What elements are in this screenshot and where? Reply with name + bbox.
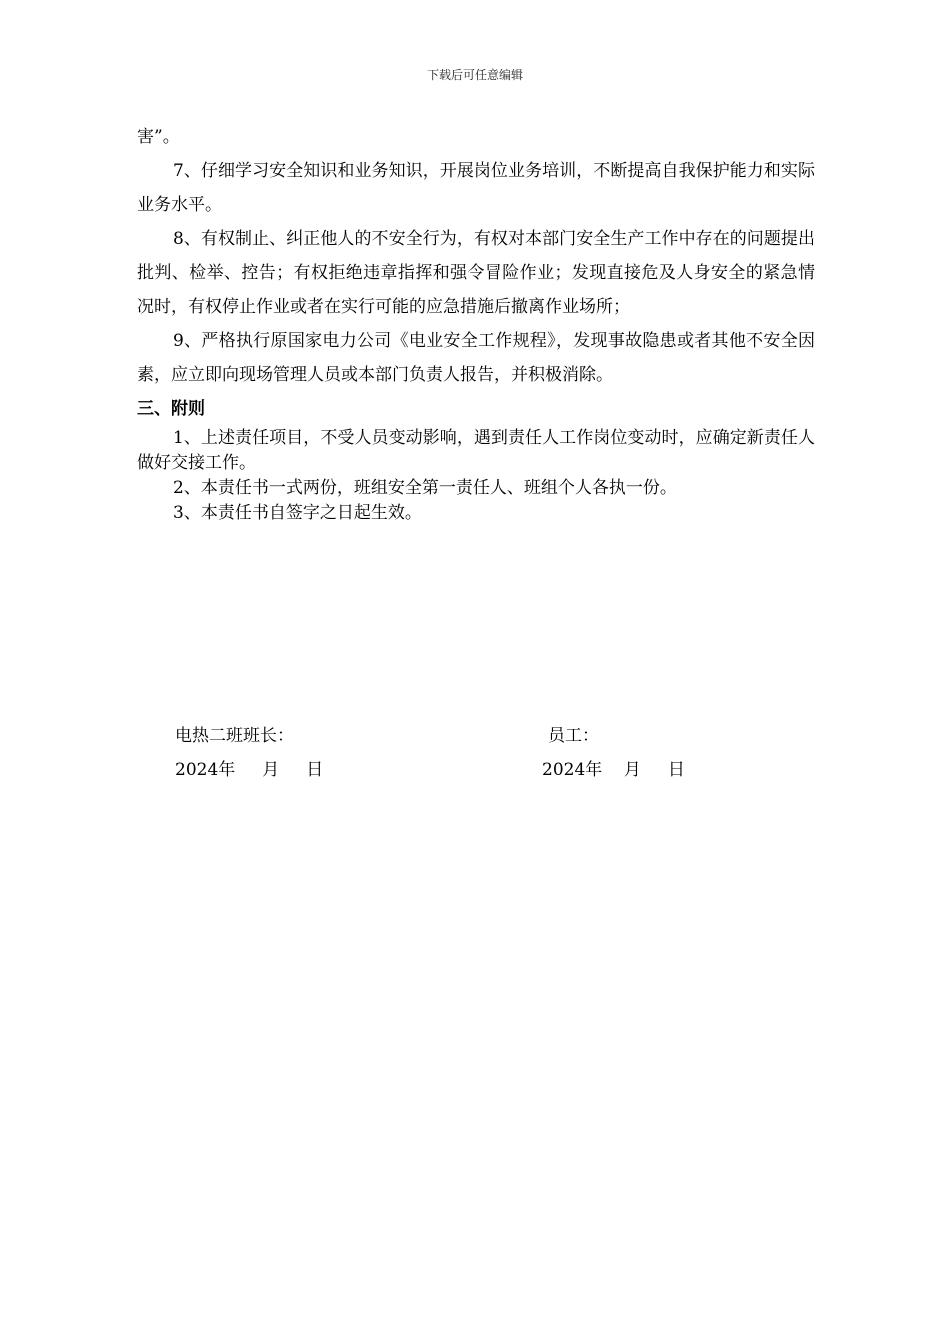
signature-label-leader: 电热二班班长： bbox=[175, 726, 294, 746]
appendix-item-3: 3、本责任书自签字之日起生效。 bbox=[173, 503, 422, 523]
signature-date-employee: 2024年 月 日 bbox=[542, 760, 685, 780]
paragraph-item-8: 8、有权制止、纠正他人的不安全行为，有权对本部门安全生产工作中存在的问题提出批判、检举、控告；有权拒绝违章指挥和强令冒险作业；发现直接危及人身安全的紧急情况时，有权停止作业或者在实行可能的应急措施后撤离作业场所； bbox=[137, 229, 815, 317]
section-title-appendix: 三、附则 bbox=[137, 399, 205, 419]
header-note: 下载后可任意编辑 bbox=[426, 68, 523, 82]
paragraph-continuation: 害”。 bbox=[137, 127, 180, 147]
document-body bbox=[137, 120, 815, 526]
paragraph-item-9: 9、严格执行原国家电力公司《电业安全工作规程》，发现事故隐患或者其他不安全因素，应立即向现场管理人员或本部门负责人报告，并积极消除。 bbox=[137, 331, 815, 385]
appendix-item-2: 2、本责任书一式两份，班组安全第一责任人、班组个人各执一份。 bbox=[173, 478, 677, 498]
appendix-item-1: 1、上述责任项目，不受人员变动影响，遇到责任人工作岗位变动时，应确定新责任人做好交接工作。 bbox=[137, 428, 815, 473]
signature-label-employee: 员工： bbox=[548, 726, 599, 746]
signature-date-leader: 2024年 月 日 bbox=[175, 760, 324, 780]
paragraph-item-7: 7、仔细学习安全知识和业务知识，开展岗位业务培训，不断提高自我保护能力和实际业务水平。 bbox=[137, 161, 815, 215]
